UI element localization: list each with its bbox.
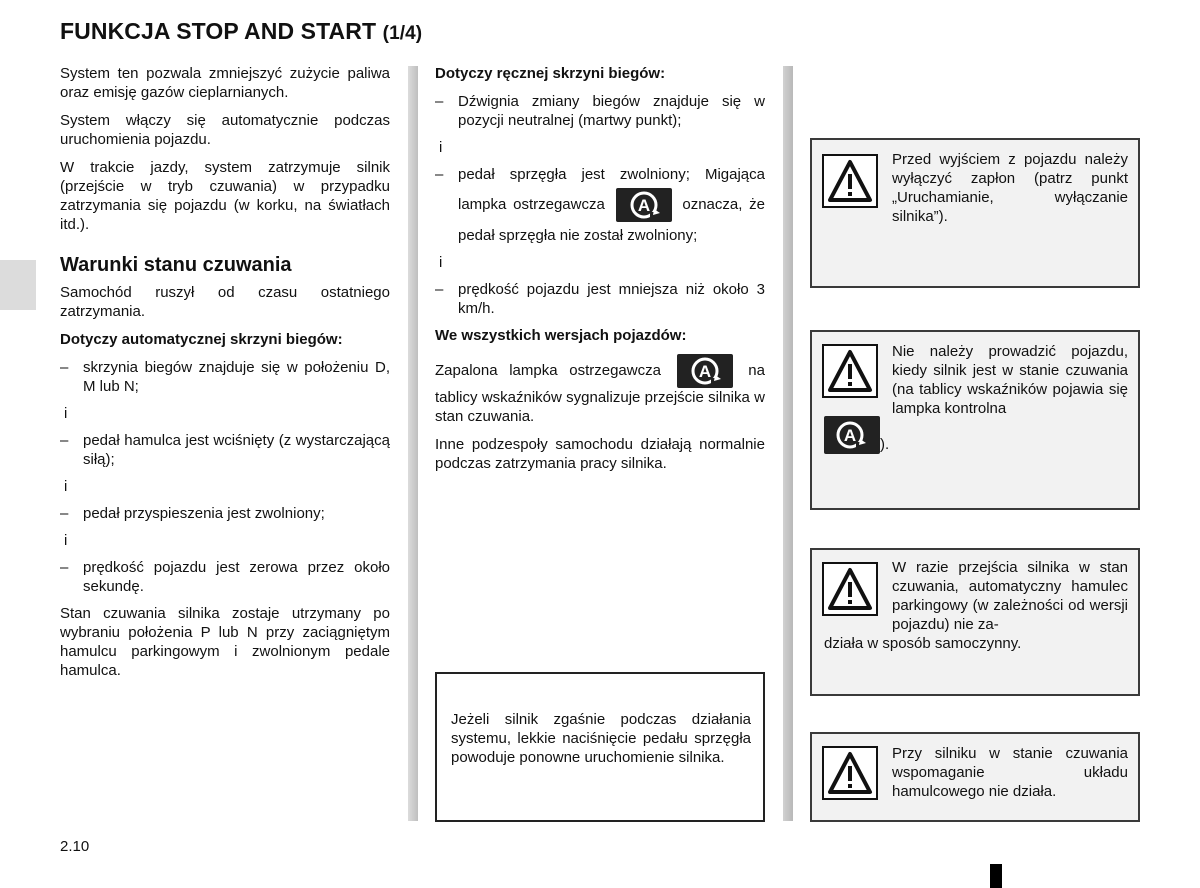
note-text: Jeżeli silnik zgaśnie podczas działania systemu, lekkie naciśnięcie pedału sprzęgła powoduje ponowne uruchomienie silnika. <box>451 711 751 766</box>
svg-text:A: A <box>698 362 711 381</box>
warning-box-3 <box>810 548 1140 696</box>
closing-paragraph: Stan czuwania silnika zostaje utrzymany po wybraniu położenia P lub N przy zaciągniętym hamulcu parkingowym i zwolnionym pedale hamulca. <box>60 605 390 679</box>
manual-gearbox-heading: Dotyczy ręcznej skrzyni biegów: <box>435 65 666 82</box>
list-conjunction: i <box>439 254 443 271</box>
warning-box-1 <box>810 138 1140 288</box>
page-number: 2.10 <box>60 838 90 855</box>
section-tab <box>0 260 36 310</box>
column-separator <box>408 66 418 821</box>
list-item: – skrzynia biegów znajduje się w położeniu D, M lub N; <box>60 359 390 395</box>
warning-triangle-icon <box>822 746 878 800</box>
list-item: – prędkość pojazdu jest mniejsza niż około 3 km/h. <box>435 281 765 317</box>
section-intro: Samochód ruszył od czasu ostatniego zatrzymania. <box>60 284 390 320</box>
list-conjunction: i <box>64 532 68 549</box>
column-separator-2 <box>783 66 793 821</box>
warning-box-4 <box>810 732 1140 822</box>
warning-triangle-icon <box>822 344 878 398</box>
svg-text:A: A <box>843 426 857 445</box>
note-box <box>435 672 765 822</box>
svg-text:A: A <box>637 196 650 215</box>
list-conjunction: i <box>64 478 68 495</box>
section-heading: Warunki stanu czuwania <box>60 254 292 276</box>
title-main: FUNKCJA STOP AND START <box>60 18 377 44</box>
intro-paragraph-2: System włączy się automatycznie podczas uruchomienia pojazdu. <box>60 112 390 148</box>
intro-paragraph-1: System ten pozwala zmniejszyć zużycie paliwa oraz emisję gazów cieplarnianych. <box>60 65 390 101</box>
list-item: – prędkość pojazdu jest zerowa przez około sekundę. <box>60 559 390 595</box>
auto-gearbox-heading: Dotyczy automatycznej skrzyni biegów: <box>60 331 343 348</box>
warning-triangle-icon <box>822 154 878 208</box>
list-conjunction: i <box>64 405 68 422</box>
manual-item-2a: pedał sprzęgła jest zwolniony; Migająca lampka ostrzegawcza <box>458 166 765 213</box>
list-item: – pedał przyspieszenia jest zwolniony; <box>60 505 325 522</box>
middle-column <box>435 64 765 482</box>
stop-start-lamp-icon <box>677 354 733 388</box>
list-conjunction: i <box>439 139 443 156</box>
all-versions-text: Zapalona lampka ostrzegawcza A na tablicy wskaźników sygnalizuje przejście silnika w stan czuwania. <box>435 354 765 426</box>
stop-start-lamp-icon <box>616 188 672 222</box>
warning-box-2 <box>810 330 1140 510</box>
manual-item-2b: oznacza, że pedał sprzęgła nie został zwolniony; <box>458 195 765 244</box>
warning-text-3b: działa w sposób samoczynny. <box>824 635 1022 652</box>
stop-start-lamp-icon <box>824 416 880 454</box>
list-item: – Dźwignia zmiany biegów znajduje się w pozycji neutralnej (martwy punkt); <box>435 93 765 129</box>
left-column <box>60 64 390 689</box>
warning-triangle-icon <box>822 562 878 616</box>
page-edge-mark <box>990 864 1002 888</box>
warning-text-1: Przed wyjściem z pojazdu należy wyłączyć zapłon (patrz punkt „Uruchamianie, wyłączanie silnika”). <box>892 151 1128 225</box>
warning-2-lamp-line <box>824 416 889 454</box>
intro-paragraph-3: W trakcie jazdy, system zatrzymuje silnik (przejście w tryb czuwania) w przypadku zatrzymania się pojazdu (w korku, na światłach itd.). <box>60 159 390 233</box>
title-part: (1/4) <box>382 23 423 44</box>
list-item: – pedał hamulca jest wciśnięty (z wystarczającą siłą); <box>60 432 390 468</box>
page-title <box>60 18 422 45</box>
warning-text-4: Przy silniku w stanie czuwania wspomaganie układu hamulcowego nie działa. <box>892 745 1128 800</box>
warning-text-3a: W razie przejścia silnika w stan czuwania, automatyczny hamulec parkingowy (w zależności od wersji pojazdu) nie za- <box>892 559 1128 633</box>
list-item: – pedał sprzęgła jest zwolniony; Migająca lampka ostrzegawcza A oznacza, że pedał sprzęgła nie został zwolniony; <box>435 166 765 244</box>
warning-text-2b: ). <box>880 436 890 453</box>
warning-text-2a: Nie należy prowadzić pojazdu, kiedy silnik jest w stanie czuwania (na tablicy wskaźników pojawia się lampka kontrolna <box>892 343 1128 417</box>
all-versions-heading: We wszystkich wersjach pojazdów: <box>435 327 687 344</box>
other-components-text: Inne podzespoły samochodu działają normalnie podczas zatrzymania pracy silnika. <box>435 436 765 472</box>
